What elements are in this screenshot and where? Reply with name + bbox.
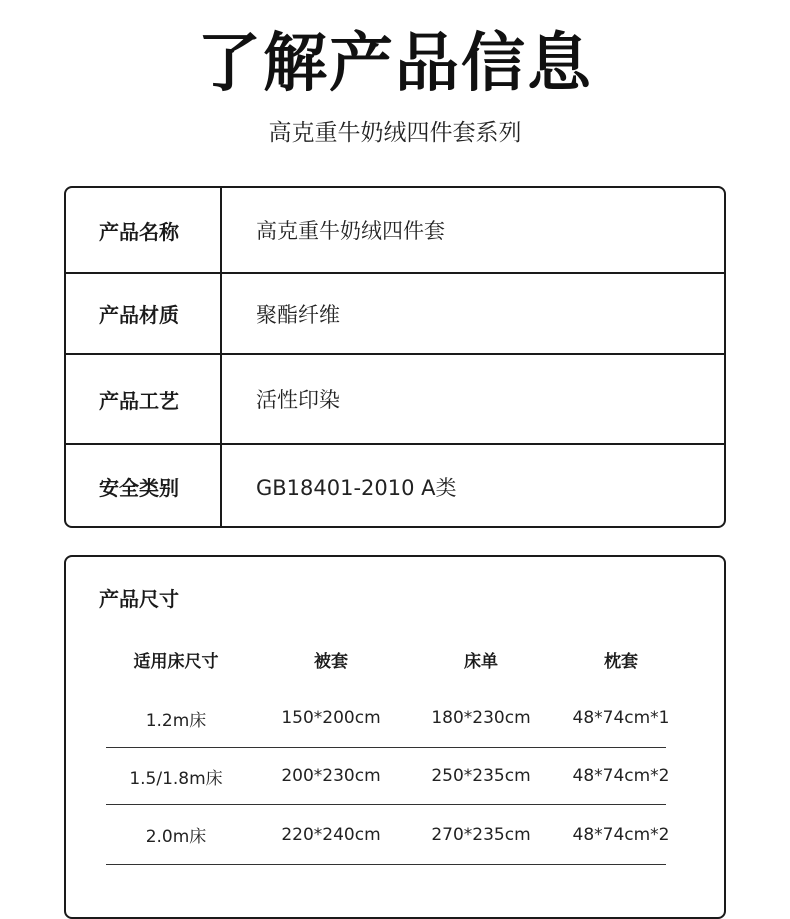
column-header: 被套 [314, 652, 348, 672]
table-row [106, 748, 670, 805]
column-header: 枕套 [604, 652, 638, 672]
info-label: 产品材质 [66, 274, 222, 353]
table-cell: 220*240cm [281, 824, 381, 845]
table-cell: 180*230cm [431, 708, 531, 728]
table-row [106, 805, 670, 865]
info-value: 高克重牛奶绒四件套 [256, 219, 445, 243]
info-value: 聚酯纤维 [256, 302, 340, 327]
column-header: 床单 [464, 652, 498, 672]
page-subtitle: 高克重牛奶绒四件套系列 [268, 120, 522, 146]
info-label: 安全类别 [66, 445, 222, 528]
table-cell: 2.0m床 [145, 827, 207, 847]
table-row [106, 689, 670, 748]
info-value: GB18401-2010 A类 [256, 475, 457, 500]
info-label: 产品工艺 [66, 355, 222, 443]
info-value: 活性印染 [256, 388, 340, 412]
table-cell: 150*200cm [281, 708, 381, 728]
info-row-craft [66, 353, 724, 443]
table-cell: 270*235cm [431, 824, 531, 845]
size-table-header [106, 647, 666, 689]
product-size-panel [64, 555, 726, 919]
table-cell: 1.2m床 [145, 710, 207, 731]
info-row-material [66, 272, 724, 353]
table-cell: 48*74cm*2 [572, 824, 670, 845]
table-cell: 250*235cm [431, 766, 531, 786]
table-cell: 48*74cm*1 [572, 708, 670, 728]
info-row-safety [66, 443, 724, 528]
table-cell: 1.5/1.8m床 [129, 768, 223, 789]
size-table [106, 647, 670, 865]
info-label: 产品名称 [66, 188, 222, 272]
size-section-title: 产品尺寸 [99, 587, 179, 611]
page-title: 了解产品信息 [197, 27, 593, 101]
table-cell: 48*74cm*2 [572, 766, 670, 786]
info-row-name [66, 188, 724, 272]
column-header: 适用床尺寸 [133, 652, 219, 672]
product-info-table [64, 186, 726, 528]
table-cell: 200*230cm [281, 766, 381, 786]
